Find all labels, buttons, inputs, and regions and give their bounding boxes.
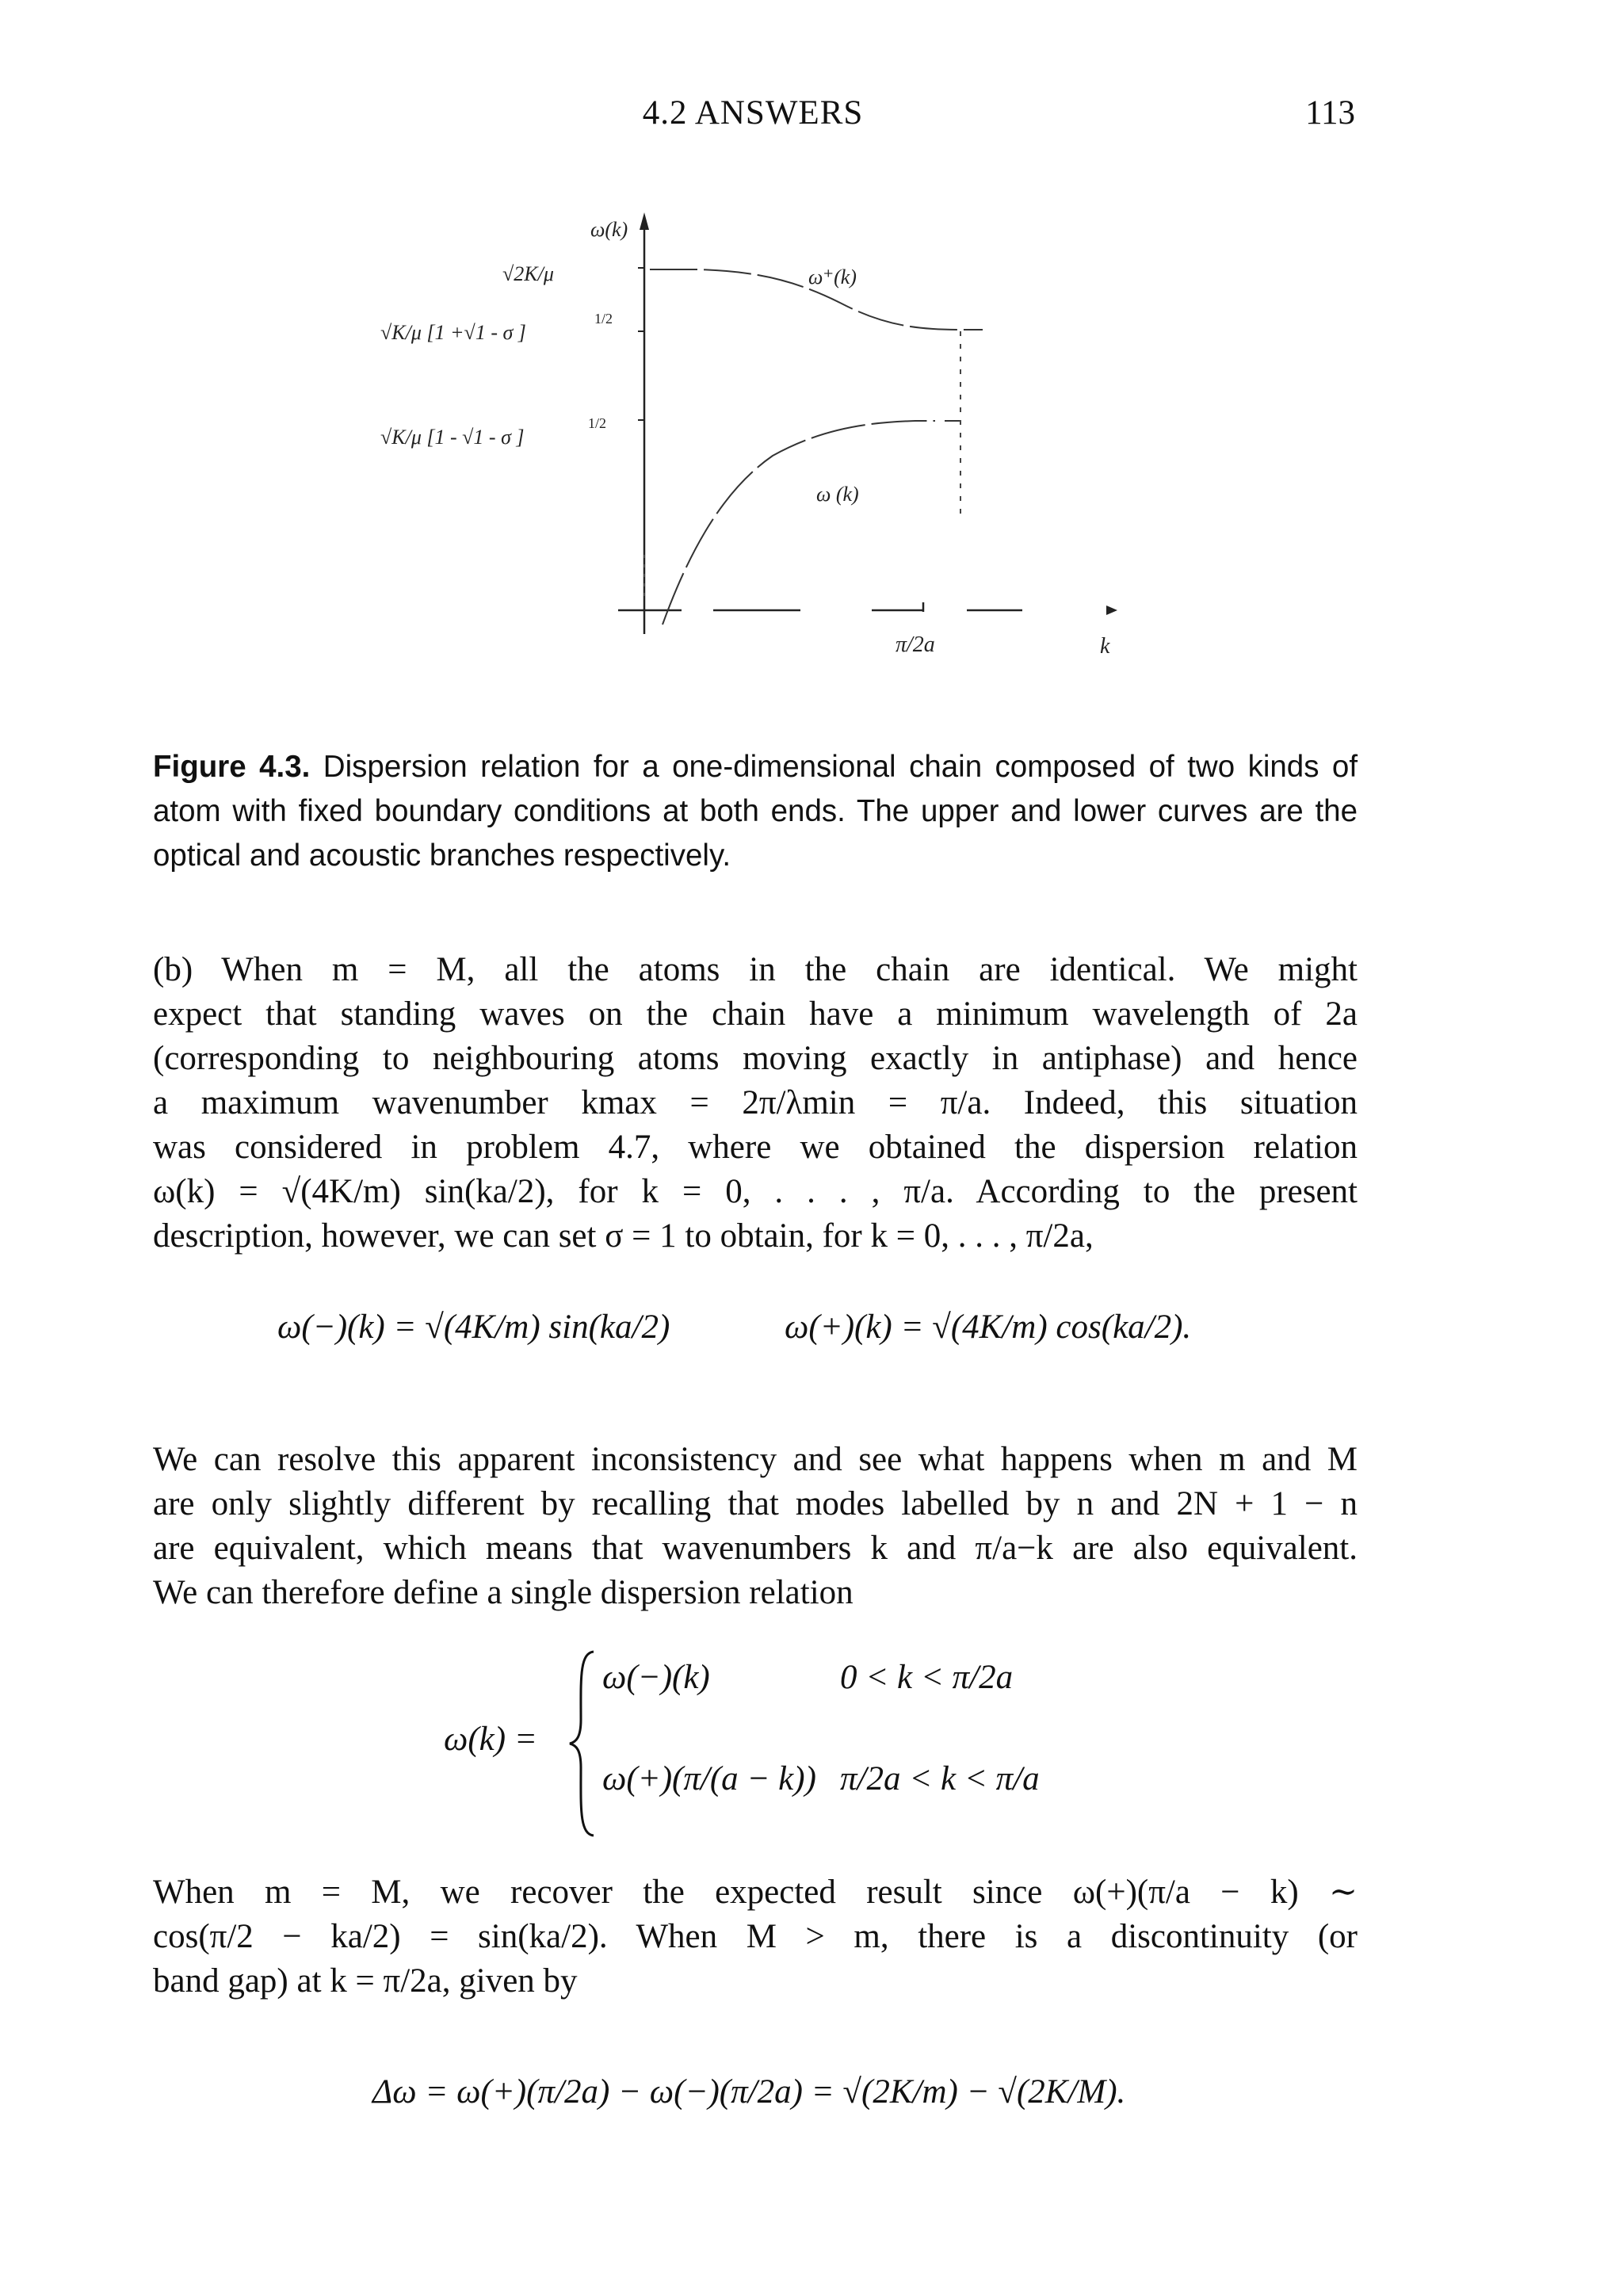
running-title: 4.2 ANSWERS	[642, 94, 864, 132]
para-b-line-4: a maximum wavenumber kmax = 2π/λmin = π/a. Indeed, this situation	[153, 1084, 1358, 1121]
caption-line-3: optical and acoustic branches respectively.	[153, 839, 731, 873]
caption-line-2: atom with fixed boundary conditions at both ends. The upper and lower curves are the	[153, 794, 1358, 828]
paragraph-3	[153, 1870, 1358, 2004]
lower-branch-curve	[663, 421, 935, 625]
piecewise-lhs: ω(k) =	[444, 1721, 537, 1758]
piecewise-brace	[567, 1648, 598, 1839]
para-3-line-1: When m = M, we recover the expected result since ω(+)(π/a − k) ∼	[153, 1874, 1358, 1911]
para-b-line-5: was considered in problem 4.7, where we obtained the dispersion relation	[153, 1129, 1358, 1166]
para-b-line-7: description, however, we can set σ = 1 to obtain, for k = 0, . . . , π/2a,	[153, 1217, 1094, 1255]
paragraph-b	[153, 948, 1358, 1259]
figure-caption	[153, 745, 1358, 878]
x-axis-label: k	[1100, 634, 1110, 659]
x-axis-arrow	[1106, 606, 1117, 615]
para-b-line-1: (b) When m = M, all the atoms in the chain are identical. We might	[153, 951, 1358, 988]
equation-band-gap: Δω = ω(+)(π/2a) − ω(−)(π/2a) = √(2K/m) − √(2K/M).	[372, 2073, 1126, 2111]
para-2-line-4: We can therefore define a single dispersion relation	[153, 1574, 854, 1611]
ytick-mid-exp: 1/2	[594, 311, 613, 327]
equation-omega-minus: ω(−)(k) = √(4K/m) sin(ka/2)	[277, 1308, 670, 1346]
upper-branch-curve	[650, 269, 983, 330]
paragraph-2	[153, 1438, 1358, 1615]
para-3-line-2: cos(π/2 − ka/2) = sin(ka/2). When M > m, there is a discontinuity (or	[153, 1918, 1358, 1955]
para-b-line-3: (corresponding to neighbouring atoms moving exactly in antiphase) and hence	[153, 1040, 1358, 1077]
para-2-line-3: are equivalent, which means that wavenumbers k and π/a−k are also equivalent.	[153, 1530, 1358, 1567]
x-axis	[618, 602, 1022, 612]
y-axis-label: ω(k)	[590, 218, 628, 241]
caption-line-1: Dispersion relation for a one-dimensional chain composed of two kinds of	[323, 750, 1358, 784]
piecewise-case-2: ω(+)(π/(a − k))	[602, 1760, 816, 1797]
para-2-line-1: We can resolve this apparent inconsistency and see what happens when m and M	[153, 1441, 1358, 1478]
ytick-low-exp: 1/2	[588, 415, 607, 431]
upper-curve-label: ω⁺(k)	[808, 266, 857, 288]
piecewise-cond-1: 0 < k < π/2a	[840, 1659, 1014, 1696]
piecewise-cond-2: π/2a < k < π/a	[840, 1760, 1040, 1797]
ytick-top-label: √2K/μ	[502, 262, 554, 285]
lower-curve-label: ω (k)	[816, 483, 859, 506]
ytick-mid-label: √K/μ [1 +√1 - σ ]	[380, 321, 526, 344]
equation-omega-plus: ω(+)(k) = √(4K/m) cos(ka/2).	[785, 1308, 1192, 1346]
caption-lead: Figure 4.3.	[153, 750, 311, 784]
y-axis-arrow	[640, 212, 649, 230]
piecewise-case-1: ω(−)(k)	[602, 1659, 710, 1696]
x-tick-label: π/2a	[896, 632, 935, 657]
page-number: 113	[1305, 94, 1355, 132]
para-b-line-6: ω(k) = √(4K/m) sin(ka/2), for k = 0, . . . , π/a. According to the present	[153, 1173, 1358, 1210]
para-2-line-2: are only slightly different by recalling that modes labelled by n and 2N + 1 − n	[153, 1485, 1358, 1522]
para-b-line-2: expect that standing waves on the chain have a minimum wavelength of 2a	[153, 995, 1358, 1033]
ytick-low-label: √K/μ [1 - √1 - σ ]	[380, 426, 525, 449]
running-header	[151, 94, 1355, 141]
para-3-line-3: band gap) at k = π/2a, given by	[153, 1962, 578, 2000]
